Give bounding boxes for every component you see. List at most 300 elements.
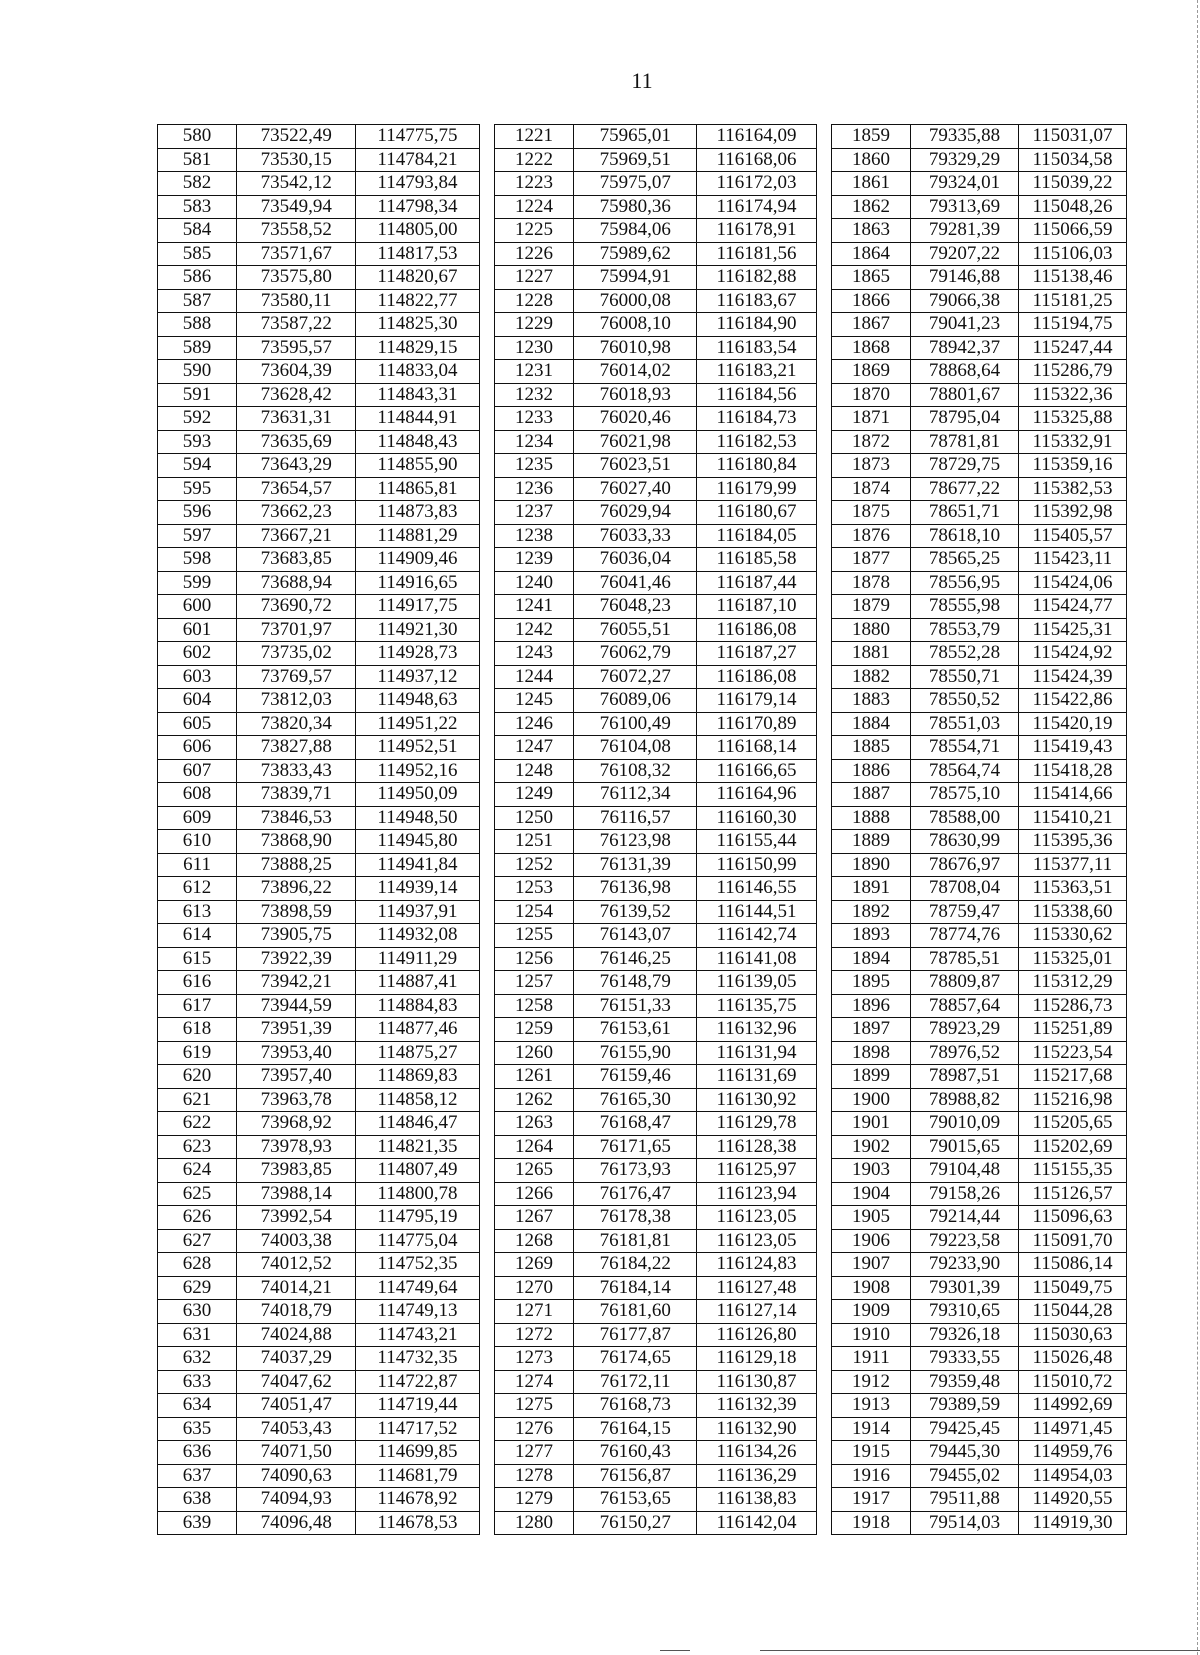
column-gap bbox=[816, 1182, 831, 1206]
column-gap bbox=[816, 266, 831, 290]
x-coordinate-cell: 73662,23 bbox=[237, 501, 356, 525]
point-number-cell: 592 bbox=[158, 407, 237, 431]
column-gap bbox=[816, 1323, 831, 1347]
x-coordinate-cell: 76033,33 bbox=[574, 524, 697, 548]
y-coordinate-cell: 116181,56 bbox=[697, 242, 816, 266]
x-coordinate-cell: 75994,91 bbox=[574, 266, 697, 290]
y-coordinate-cell: 116170,89 bbox=[697, 712, 816, 736]
x-coordinate-cell: 78575,10 bbox=[911, 783, 1019, 807]
point-number-cell: 1893 bbox=[832, 924, 911, 948]
table-row bbox=[158, 360, 1127, 384]
column-gap bbox=[479, 313, 494, 337]
y-coordinate-cell: 116132,90 bbox=[697, 1417, 816, 1441]
point-number-cell: 1232 bbox=[495, 383, 574, 407]
point-number-cell: 1870 bbox=[832, 383, 911, 407]
x-coordinate-cell: 73522,49 bbox=[237, 125, 356, 149]
column-gap bbox=[479, 219, 494, 243]
point-number-cell: 1234 bbox=[495, 430, 574, 454]
point-number-cell: 1889 bbox=[832, 830, 911, 854]
x-coordinate-cell: 73983,85 bbox=[237, 1159, 356, 1183]
x-coordinate-cell: 73604,39 bbox=[237, 360, 356, 384]
x-coordinate-cell: 76178,38 bbox=[574, 1206, 697, 1230]
point-number-cell: 590 bbox=[158, 360, 237, 384]
y-coordinate-cell: 116131,69 bbox=[697, 1065, 816, 1089]
x-coordinate-cell: 79425,45 bbox=[911, 1417, 1019, 1441]
column-gap bbox=[479, 1206, 494, 1230]
column-gap bbox=[816, 712, 831, 736]
x-coordinate-cell: 78801,67 bbox=[911, 383, 1019, 407]
x-coordinate-cell: 79207,22 bbox=[911, 242, 1019, 266]
point-number-cell: 580 bbox=[158, 125, 237, 149]
y-coordinate-cell: 114937,12 bbox=[356, 665, 479, 689]
point-number-cell: 1914 bbox=[832, 1417, 911, 1441]
table-row bbox=[158, 689, 1127, 713]
y-coordinate-cell: 116187,27 bbox=[697, 642, 816, 666]
column-gap bbox=[479, 806, 494, 830]
point-number-cell: 603 bbox=[158, 665, 237, 689]
x-coordinate-cell: 78942,37 bbox=[911, 336, 1019, 360]
x-coordinate-cell: 79223,58 bbox=[911, 1229, 1019, 1253]
y-coordinate-cell: 115392,98 bbox=[1019, 501, 1127, 525]
column-gap bbox=[479, 618, 494, 642]
point-number-cell: 1912 bbox=[832, 1370, 911, 1394]
column-gap bbox=[816, 313, 831, 337]
point-number-cell: 636 bbox=[158, 1441, 237, 1465]
x-coordinate-cell: 74024,88 bbox=[237, 1323, 356, 1347]
y-coordinate-cell: 116139,05 bbox=[697, 971, 816, 995]
x-coordinate-cell: 78618,10 bbox=[911, 524, 1019, 548]
point-number-cell: 1901 bbox=[832, 1112, 911, 1136]
column-gap bbox=[816, 1229, 831, 1253]
y-coordinate-cell: 114848,43 bbox=[356, 430, 479, 454]
column-gap bbox=[816, 477, 831, 501]
y-coordinate-cell: 115202,69 bbox=[1019, 1135, 1127, 1159]
point-number-cell: 1266 bbox=[495, 1182, 574, 1206]
column-gap bbox=[816, 172, 831, 196]
x-coordinate-cell: 76123,98 bbox=[574, 830, 697, 854]
x-coordinate-cell: 76116,57 bbox=[574, 806, 697, 830]
point-number-cell: 600 bbox=[158, 595, 237, 619]
point-number-cell: 1254 bbox=[495, 900, 574, 924]
y-coordinate-cell: 114752,35 bbox=[356, 1253, 479, 1277]
point-number-cell: 613 bbox=[158, 900, 237, 924]
y-coordinate-cell: 116184,73 bbox=[697, 407, 816, 431]
y-coordinate-cell: 114921,30 bbox=[356, 618, 479, 642]
x-coordinate-cell: 76160,43 bbox=[574, 1441, 697, 1465]
x-coordinate-cell: 76146,25 bbox=[574, 947, 697, 971]
column-gap bbox=[816, 665, 831, 689]
table-row bbox=[158, 759, 1127, 783]
y-coordinate-cell: 115066,59 bbox=[1019, 219, 1127, 243]
point-number-cell: 1224 bbox=[495, 195, 574, 219]
point-number-cell: 1876 bbox=[832, 524, 911, 548]
x-coordinate-cell: 73968,92 bbox=[237, 1112, 356, 1136]
table-row bbox=[158, 947, 1127, 971]
point-number-cell: 624 bbox=[158, 1159, 237, 1183]
x-coordinate-cell: 76181,60 bbox=[574, 1300, 697, 1324]
column-gap bbox=[479, 1041, 494, 1065]
column-gap bbox=[816, 1511, 831, 1535]
x-coordinate-cell: 79310,65 bbox=[911, 1300, 1019, 1324]
point-number-cell: 1264 bbox=[495, 1135, 574, 1159]
y-coordinate-cell: 116128,38 bbox=[697, 1135, 816, 1159]
y-coordinate-cell: 116183,67 bbox=[697, 289, 816, 313]
x-coordinate-cell: 79333,55 bbox=[911, 1347, 1019, 1371]
y-coordinate-cell: 115312,29 bbox=[1019, 971, 1127, 995]
y-coordinate-cell: 114858,12 bbox=[356, 1088, 479, 1112]
point-number-cell: 1878 bbox=[832, 571, 911, 595]
point-number-cell: 1274 bbox=[495, 1370, 574, 1394]
table-row bbox=[158, 665, 1127, 689]
x-coordinate-cell: 73868,90 bbox=[237, 830, 356, 854]
column-gap bbox=[479, 1253, 494, 1277]
point-number-cell: 596 bbox=[158, 501, 237, 525]
column-gap bbox=[816, 1135, 831, 1159]
point-number-cell: 1872 bbox=[832, 430, 911, 454]
y-coordinate-cell: 116126,80 bbox=[697, 1323, 816, 1347]
y-coordinate-cell: 116187,44 bbox=[697, 571, 816, 595]
point-number-cell: 1871 bbox=[832, 407, 911, 431]
x-coordinate-cell: 78868,64 bbox=[911, 360, 1019, 384]
x-coordinate-cell: 73654,57 bbox=[237, 477, 356, 501]
x-coordinate-cell: 78729,75 bbox=[911, 454, 1019, 478]
column-gap bbox=[816, 195, 831, 219]
y-coordinate-cell: 116184,90 bbox=[697, 313, 816, 337]
point-number-cell: 1885 bbox=[832, 736, 911, 760]
point-number-cell: 1905 bbox=[832, 1206, 911, 1230]
point-number-cell: 605 bbox=[158, 712, 237, 736]
point-number-cell: 1865 bbox=[832, 266, 911, 290]
x-coordinate-cell: 73667,21 bbox=[237, 524, 356, 548]
y-coordinate-cell: 115106,03 bbox=[1019, 242, 1127, 266]
point-number-cell: 1884 bbox=[832, 712, 911, 736]
y-coordinate-cell: 116127,14 bbox=[697, 1300, 816, 1324]
table-row bbox=[158, 1441, 1127, 1465]
x-coordinate-cell: 78565,25 bbox=[911, 548, 1019, 572]
column-gap bbox=[479, 830, 494, 854]
point-number-cell: 1866 bbox=[832, 289, 911, 313]
column-gap bbox=[816, 618, 831, 642]
x-coordinate-cell: 73953,40 bbox=[237, 1041, 356, 1065]
y-coordinate-cell: 116131,94 bbox=[697, 1041, 816, 1065]
table-row bbox=[158, 407, 1127, 431]
table-row bbox=[158, 548, 1127, 572]
x-coordinate-cell: 78774,76 bbox=[911, 924, 1019, 948]
point-number-cell: 1240 bbox=[495, 571, 574, 595]
column-gap bbox=[479, 1441, 494, 1465]
point-number-cell: 584 bbox=[158, 219, 237, 243]
x-coordinate-cell: 79104,48 bbox=[911, 1159, 1019, 1183]
point-number-cell: 1875 bbox=[832, 501, 911, 525]
point-number-cell: 588 bbox=[158, 313, 237, 337]
column-gap bbox=[816, 1464, 831, 1488]
y-coordinate-cell: 116129,18 bbox=[697, 1347, 816, 1371]
point-number-cell: 639 bbox=[158, 1511, 237, 1535]
point-number-cell: 1868 bbox=[832, 336, 911, 360]
coordinates-table bbox=[157, 124, 1127, 1535]
point-number-cell: 1902 bbox=[832, 1135, 911, 1159]
x-coordinate-cell: 78988,82 bbox=[911, 1088, 1019, 1112]
table-row bbox=[158, 195, 1127, 219]
x-coordinate-cell: 76168,47 bbox=[574, 1112, 697, 1136]
x-coordinate-cell: 76143,07 bbox=[574, 924, 697, 948]
column-gap bbox=[479, 1323, 494, 1347]
x-coordinate-cell: 73530,15 bbox=[237, 148, 356, 172]
x-coordinate-cell: 76148,79 bbox=[574, 971, 697, 995]
x-coordinate-cell: 78556,95 bbox=[911, 571, 1019, 595]
x-coordinate-cell: 73635,69 bbox=[237, 430, 356, 454]
point-number-cell: 625 bbox=[158, 1182, 237, 1206]
x-coordinate-cell: 79514,03 bbox=[911, 1511, 1019, 1535]
point-number-cell: 1895 bbox=[832, 971, 911, 995]
point-number-cell: 1869 bbox=[832, 360, 911, 384]
column-gap bbox=[816, 383, 831, 407]
y-coordinate-cell: 115223,54 bbox=[1019, 1041, 1127, 1065]
y-coordinate-cell: 116127,48 bbox=[697, 1276, 816, 1300]
x-coordinate-cell: 74018,79 bbox=[237, 1300, 356, 1324]
column-gap bbox=[816, 853, 831, 877]
y-coordinate-cell: 115048,26 bbox=[1019, 195, 1127, 219]
point-number-cell: 1221 bbox=[495, 125, 574, 149]
point-number-cell: 622 bbox=[158, 1112, 237, 1136]
point-number-cell: 1278 bbox=[495, 1464, 574, 1488]
y-coordinate-cell: 114820,67 bbox=[356, 266, 479, 290]
point-number-cell: 607 bbox=[158, 759, 237, 783]
y-coordinate-cell: 115205,65 bbox=[1019, 1112, 1127, 1136]
y-coordinate-cell: 115425,31 bbox=[1019, 618, 1127, 642]
y-coordinate-cell: 115382,53 bbox=[1019, 477, 1127, 501]
point-number-cell: 631 bbox=[158, 1323, 237, 1347]
column-gap bbox=[479, 383, 494, 407]
y-coordinate-cell: 114743,21 bbox=[356, 1323, 479, 1347]
y-coordinate-cell: 116182,53 bbox=[697, 430, 816, 454]
y-coordinate-cell: 114784,21 bbox=[356, 148, 479, 172]
column-gap bbox=[816, 830, 831, 854]
point-number-cell: 598 bbox=[158, 548, 237, 572]
point-number-cell: 1265 bbox=[495, 1159, 574, 1183]
x-coordinate-cell: 74053,43 bbox=[237, 1417, 356, 1441]
point-number-cell: 1916 bbox=[832, 1464, 911, 1488]
column-gap bbox=[816, 454, 831, 478]
point-number-cell: 1915 bbox=[832, 1441, 911, 1465]
x-coordinate-cell: 79158,26 bbox=[911, 1182, 1019, 1206]
y-coordinate-cell: 115424,92 bbox=[1019, 642, 1127, 666]
x-coordinate-cell: 78550,52 bbox=[911, 689, 1019, 713]
column-gap bbox=[479, 524, 494, 548]
y-coordinate-cell: 116144,51 bbox=[697, 900, 816, 924]
table-row bbox=[158, 1018, 1127, 1042]
y-coordinate-cell: 114920,55 bbox=[1019, 1488, 1127, 1512]
column-gap bbox=[816, 430, 831, 454]
table-body bbox=[158, 125, 1127, 1535]
point-number-cell: 1247 bbox=[495, 736, 574, 760]
table-row bbox=[158, 1417, 1127, 1441]
x-coordinate-cell: 79335,88 bbox=[911, 125, 1019, 149]
y-coordinate-cell: 116125,97 bbox=[697, 1159, 816, 1183]
point-number-cell: 1862 bbox=[832, 195, 911, 219]
column-gap bbox=[479, 595, 494, 619]
column-gap bbox=[816, 1347, 831, 1371]
column-gap bbox=[816, 524, 831, 548]
y-coordinate-cell: 114749,64 bbox=[356, 1276, 479, 1300]
column-gap bbox=[816, 548, 831, 572]
y-coordinate-cell: 114877,46 bbox=[356, 1018, 479, 1042]
y-coordinate-cell: 114873,83 bbox=[356, 501, 479, 525]
y-coordinate-cell: 115247,44 bbox=[1019, 336, 1127, 360]
x-coordinate-cell: 76021,98 bbox=[574, 430, 697, 454]
point-number-cell: 1910 bbox=[832, 1323, 911, 1347]
point-number-cell: 1242 bbox=[495, 618, 574, 642]
x-coordinate-cell: 74014,21 bbox=[237, 1276, 356, 1300]
point-number-cell: 1882 bbox=[832, 665, 911, 689]
x-coordinate-cell: 73690,72 bbox=[237, 595, 356, 619]
point-number-cell: 1892 bbox=[832, 900, 911, 924]
column-gap bbox=[479, 1182, 494, 1206]
point-number-cell: 1259 bbox=[495, 1018, 574, 1042]
y-coordinate-cell: 114798,34 bbox=[356, 195, 479, 219]
x-coordinate-cell: 76184,22 bbox=[574, 1253, 697, 1277]
table-row bbox=[158, 1253, 1127, 1277]
y-coordinate-cell: 115395,36 bbox=[1019, 830, 1127, 854]
y-coordinate-cell: 115181,25 bbox=[1019, 289, 1127, 313]
y-coordinate-cell: 115330,62 bbox=[1019, 924, 1127, 948]
x-coordinate-cell: 76089,06 bbox=[574, 689, 697, 713]
y-coordinate-cell: 114951,22 bbox=[356, 712, 479, 736]
x-coordinate-cell: 73580,11 bbox=[237, 289, 356, 313]
point-number-cell: 581 bbox=[158, 148, 237, 172]
x-coordinate-cell: 76100,49 bbox=[574, 712, 697, 736]
column-gap bbox=[479, 360, 494, 384]
x-coordinate-cell: 73643,29 bbox=[237, 454, 356, 478]
x-coordinate-cell: 76156,87 bbox=[574, 1464, 697, 1488]
point-number-cell: 589 bbox=[158, 336, 237, 360]
y-coordinate-cell: 116160,30 bbox=[697, 806, 816, 830]
column-gap bbox=[816, 1041, 831, 1065]
point-number-cell: 1248 bbox=[495, 759, 574, 783]
table-row bbox=[158, 313, 1127, 337]
y-coordinate-cell: 115155,35 bbox=[1019, 1159, 1127, 1183]
point-number-cell: 587 bbox=[158, 289, 237, 313]
column-gap bbox=[816, 1370, 831, 1394]
y-coordinate-cell: 114941,84 bbox=[356, 853, 479, 877]
point-number-cell: 1243 bbox=[495, 642, 574, 666]
table-row bbox=[158, 783, 1127, 807]
point-number-cell: 621 bbox=[158, 1088, 237, 1112]
y-coordinate-cell: 116123,05 bbox=[697, 1206, 816, 1230]
y-coordinate-cell: 116141,08 bbox=[697, 947, 816, 971]
x-coordinate-cell: 75969,51 bbox=[574, 148, 697, 172]
table-row bbox=[158, 242, 1127, 266]
y-coordinate-cell: 114825,30 bbox=[356, 313, 479, 337]
point-number-cell: 601 bbox=[158, 618, 237, 642]
table-row bbox=[158, 853, 1127, 877]
point-number-cell: 1244 bbox=[495, 665, 574, 689]
column-gap bbox=[479, 783, 494, 807]
point-number-cell: 634 bbox=[158, 1394, 237, 1418]
table-row bbox=[158, 1464, 1127, 1488]
point-number-cell: 1909 bbox=[832, 1300, 911, 1324]
y-coordinate-cell: 115423,11 bbox=[1019, 548, 1127, 572]
x-coordinate-cell: 74094,93 bbox=[237, 1488, 356, 1512]
x-coordinate-cell: 73942,21 bbox=[237, 971, 356, 995]
point-number-cell: 1860 bbox=[832, 148, 911, 172]
point-number-cell: 594 bbox=[158, 454, 237, 478]
x-coordinate-cell: 79445,30 bbox=[911, 1441, 1019, 1465]
point-number-cell: 591 bbox=[158, 383, 237, 407]
y-coordinate-cell: 115286,79 bbox=[1019, 360, 1127, 384]
column-gap bbox=[479, 336, 494, 360]
column-gap bbox=[479, 1276, 494, 1300]
y-coordinate-cell: 114775,04 bbox=[356, 1229, 479, 1253]
point-number-cell: 1263 bbox=[495, 1112, 574, 1136]
point-number-cell: 1225 bbox=[495, 219, 574, 243]
x-coordinate-cell: 78555,98 bbox=[911, 595, 1019, 619]
table-row bbox=[158, 900, 1127, 924]
table-row bbox=[158, 1511, 1127, 1535]
x-coordinate-cell: 73683,85 bbox=[237, 548, 356, 572]
table-row bbox=[158, 1065, 1127, 1089]
point-number-cell: 618 bbox=[158, 1018, 237, 1042]
x-coordinate-cell: 73595,57 bbox=[237, 336, 356, 360]
table-row bbox=[158, 172, 1127, 196]
y-coordinate-cell: 115359,16 bbox=[1019, 454, 1127, 478]
table-row bbox=[158, 336, 1127, 360]
y-coordinate-cell: 114805,00 bbox=[356, 219, 479, 243]
x-coordinate-cell: 78781,81 bbox=[911, 430, 1019, 454]
x-coordinate-cell: 76108,32 bbox=[574, 759, 697, 783]
y-coordinate-cell: 116185,58 bbox=[697, 548, 816, 572]
column-gap bbox=[479, 1159, 494, 1183]
y-coordinate-cell: 115424,77 bbox=[1019, 595, 1127, 619]
y-coordinate-cell: 116135,75 bbox=[697, 994, 816, 1018]
column-gap bbox=[479, 853, 494, 877]
column-gap bbox=[479, 1417, 494, 1441]
column-gap bbox=[816, 900, 831, 924]
point-number-cell: 1262 bbox=[495, 1088, 574, 1112]
y-coordinate-cell: 116123,94 bbox=[697, 1182, 816, 1206]
y-coordinate-cell: 114800,78 bbox=[356, 1182, 479, 1206]
x-coordinate-cell: 76173,93 bbox=[574, 1159, 697, 1183]
table-row bbox=[158, 971, 1127, 995]
x-coordinate-cell: 76164,15 bbox=[574, 1417, 697, 1441]
x-coordinate-cell: 79329,29 bbox=[911, 148, 1019, 172]
point-number-cell: 1887 bbox=[832, 783, 911, 807]
point-number-cell: 1906 bbox=[832, 1229, 911, 1253]
x-coordinate-cell: 79326,18 bbox=[911, 1323, 1019, 1347]
point-number-cell: 1241 bbox=[495, 595, 574, 619]
y-coordinate-cell: 115034,58 bbox=[1019, 148, 1127, 172]
point-number-cell: 626 bbox=[158, 1206, 237, 1230]
point-number-cell: 638 bbox=[158, 1488, 237, 1512]
x-coordinate-cell: 78550,71 bbox=[911, 665, 1019, 689]
point-number-cell: 582 bbox=[158, 172, 237, 196]
column-gap bbox=[816, 736, 831, 760]
column-gap bbox=[479, 477, 494, 501]
y-coordinate-cell: 115325,01 bbox=[1019, 947, 1127, 971]
y-coordinate-cell: 116134,26 bbox=[697, 1441, 816, 1465]
x-coordinate-cell: 75980,36 bbox=[574, 195, 697, 219]
point-number-cell: 1890 bbox=[832, 853, 911, 877]
x-coordinate-cell: 73896,22 bbox=[237, 877, 356, 901]
x-coordinate-cell: 74037,29 bbox=[237, 1347, 356, 1371]
table-row bbox=[158, 383, 1127, 407]
x-coordinate-cell: 76048,23 bbox=[574, 595, 697, 619]
column-gap bbox=[816, 642, 831, 666]
point-number-cell: 1279 bbox=[495, 1488, 574, 1512]
scan-artifact-line bbox=[660, 1650, 690, 1651]
point-number-cell: 1900 bbox=[832, 1088, 911, 1112]
table-row bbox=[158, 501, 1127, 525]
